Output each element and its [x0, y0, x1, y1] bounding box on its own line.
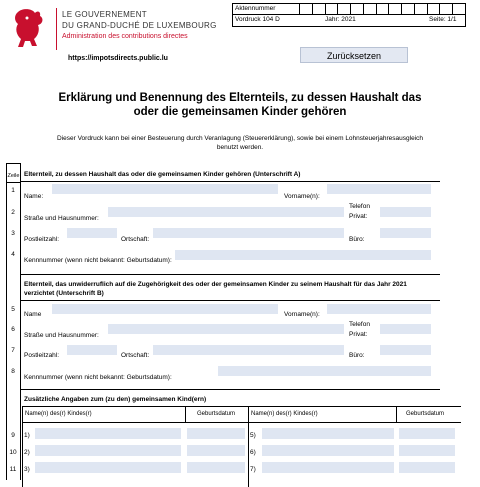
- section-b-rule: [20, 300, 440, 301]
- luxembourg-lion-logo: [10, 6, 48, 52]
- strasse-label-b: Straße und Hausnummer:: [24, 332, 99, 339]
- section-b-title-line-1: Elternteil, das unwiderruflich auf die Zugehörigkeit des oder der gemeinsamen Kinder zu seinem Haushalt für das Jahr 2021: [24, 281, 407, 288]
- zeile-number: 4: [11, 251, 15, 258]
- aktennummer-cells[interactable]: [299, 4, 465, 14]
- name-label-a: Name:: [24, 193, 44, 200]
- child-birth-field-left[interactable]: [187, 462, 245, 473]
- page-title-line-2: oder die gemeinsamen Kinder gehören: [133, 106, 347, 118]
- child-name-field-right[interactable]: [262, 445, 394, 456]
- child-name-field-right[interactable]: [262, 428, 394, 439]
- child-prefix-left: 3): [24, 466, 30, 473]
- zeile-number: 6: [11, 326, 15, 333]
- aktennummer-box: [232, 3, 466, 27]
- privat-label-a: Privat:: [349, 213, 368, 220]
- seite-label: Seite: 1/1: [429, 16, 457, 23]
- kennnummer-label-a: Kennnummer (wenn nicht bekannt: Geburtsdatum):: [24, 257, 172, 264]
- logo-separator: [56, 8, 57, 50]
- zeile-number: 10: [9, 449, 17, 456]
- zeile-number: 2: [11, 209, 15, 216]
- zeile-number: 11: [9, 466, 17, 473]
- gov-line-2: DU GRAND-DUCHÉ DE LUXEMBOURG: [62, 21, 217, 30]
- col-header-geburt-right: Geburtsdatum: [406, 411, 445, 417]
- strasse-field-b[interactable]: [108, 324, 344, 334]
- name-label-b: Name: [24, 311, 42, 318]
- strasse-label-a: Straße und Hausnummer:: [24, 215, 99, 222]
- aktennummer-label: Aktennummer: [235, 5, 276, 12]
- buero-label-b: Büro:: [349, 352, 365, 359]
- plz-label-a: Postleitzahl:: [24, 236, 60, 243]
- section-b-title-line-2: verzichtet (Unterschrift B): [24, 290, 104, 297]
- child-prefix-left: 2): [24, 449, 30, 456]
- name-field-b[interactable]: [52, 304, 278, 314]
- zeile-number: 8: [11, 368, 15, 375]
- child-birth-field-left[interactable]: [187, 428, 245, 439]
- child-prefix-right: 7): [250, 466, 256, 473]
- zeile-number: 3: [11, 230, 15, 237]
- vorname-label-b: Vorname(n):: [284, 311, 320, 318]
- kennnummer-field-b[interactable]: [218, 366, 431, 376]
- vorname-field-a[interactable]: [327, 184, 431, 194]
- section-separator: [20, 389, 440, 390]
- child-prefix-right: 5): [250, 432, 256, 439]
- ortschaft-field-a[interactable]: [153, 228, 344, 238]
- zeile-header-border: [6, 182, 21, 183]
- website-link[interactable]: https://impotsdirects.public.lu: [68, 55, 168, 62]
- page-title-line-1: Erklärung und Benennung des Elternteils, zu dessen Haushalt das: [58, 92, 422, 104]
- col-header-name-left: Name(n) des(r) Kindes(r): [25, 411, 92, 417]
- child-name-field-left[interactable]: [35, 445, 181, 456]
- telefon-label-a: Telefon: [349, 203, 370, 210]
- jahr-label: Jahr: 2021: [325, 16, 356, 23]
- telefon-label-b: Telefon: [349, 321, 370, 328]
- buero-label-a: Büro:: [349, 236, 365, 243]
- section-c-title: Zusätzliche Angaben zum (zu den) gemeinsamen Kind(ern): [24, 396, 207, 403]
- intro-line-1: Dieser Vordruck kann bei einer Besteuerung durch Veranlagung (Steuererklärung), sowie bei einem Lohnsteuerjahresausgleich: [56, 135, 424, 142]
- child-name-field-right[interactable]: [262, 462, 394, 473]
- plz-field-a[interactable]: [67, 228, 117, 238]
- gov-line-3: Administration des contributions directes: [62, 33, 188, 40]
- ortschaft-field-b[interactable]: [153, 345, 344, 355]
- buero-field-a[interactable]: [380, 228, 431, 238]
- zeile-header: Zeile: [7, 173, 20, 179]
- zeile-number: 5: [11, 306, 15, 313]
- zeile-number: 1: [11, 187, 15, 194]
- child-prefix-right: 6): [250, 449, 256, 456]
- plz-label-b: Postleitzahl:: [24, 352, 60, 359]
- child-name-field-left[interactable]: [35, 462, 181, 473]
- telefon-privat-field-b[interactable]: [380, 324, 431, 334]
- col-header-geburt-left: Geburtsdatum: [197, 411, 236, 417]
- child-prefix-left: 1): [24, 432, 30, 439]
- form-top-border: [6, 163, 21, 164]
- child-birth-field-right[interactable]: [399, 445, 455, 456]
- child-birth-field-left[interactable]: [187, 445, 245, 456]
- telefon-privat-field-a[interactable]: [380, 207, 431, 217]
- privat-label-b: Privat:: [349, 331, 368, 338]
- strasse-field-a[interactable]: [108, 207, 344, 217]
- section-a-rule: [20, 181, 440, 182]
- vordruck-label: Vordruck 104 D: [235, 16, 280, 23]
- kennnummer-field-a[interactable]: [175, 250, 431, 260]
- zeile-number: 7: [11, 347, 15, 354]
- ortschaft-label-b: Ortschaft:: [121, 352, 150, 359]
- child-name-field-left[interactable]: [35, 428, 181, 439]
- vorname-label-a: Vorname(n):: [284, 193, 320, 200]
- kennnummer-label-b: Kennnummer (wenn nicht bekannt: Geburtsdatum):: [24, 374, 172, 381]
- reset-button[interactable]: Zurücksetzen: [300, 47, 408, 63]
- zeile-number: 9: [11, 432, 15, 439]
- vorname-field-b[interactable]: [327, 304, 431, 314]
- section-separator: [20, 274, 440, 275]
- buero-field-b[interactable]: [380, 345, 431, 355]
- ortschaft-label-a: Ortschaft:: [121, 236, 150, 243]
- plz-field-b[interactable]: [67, 345, 117, 355]
- gov-line-1: LE GOUVERNEMENT: [62, 10, 147, 19]
- child-birth-field-right[interactable]: [399, 428, 455, 439]
- section-a-title: Elternteil, zu dessen Haushalt das oder die gemeinsamen Kinder gehören (Unterschrift A): [24, 171, 301, 178]
- intro-line-2: benutzt werden.: [216, 144, 264, 151]
- name-field-a[interactable]: [52, 184, 278, 194]
- col-header-name-right: Name(n) des(r) Kindes(r): [251, 411, 318, 417]
- child-birth-field-right[interactable]: [399, 462, 455, 473]
